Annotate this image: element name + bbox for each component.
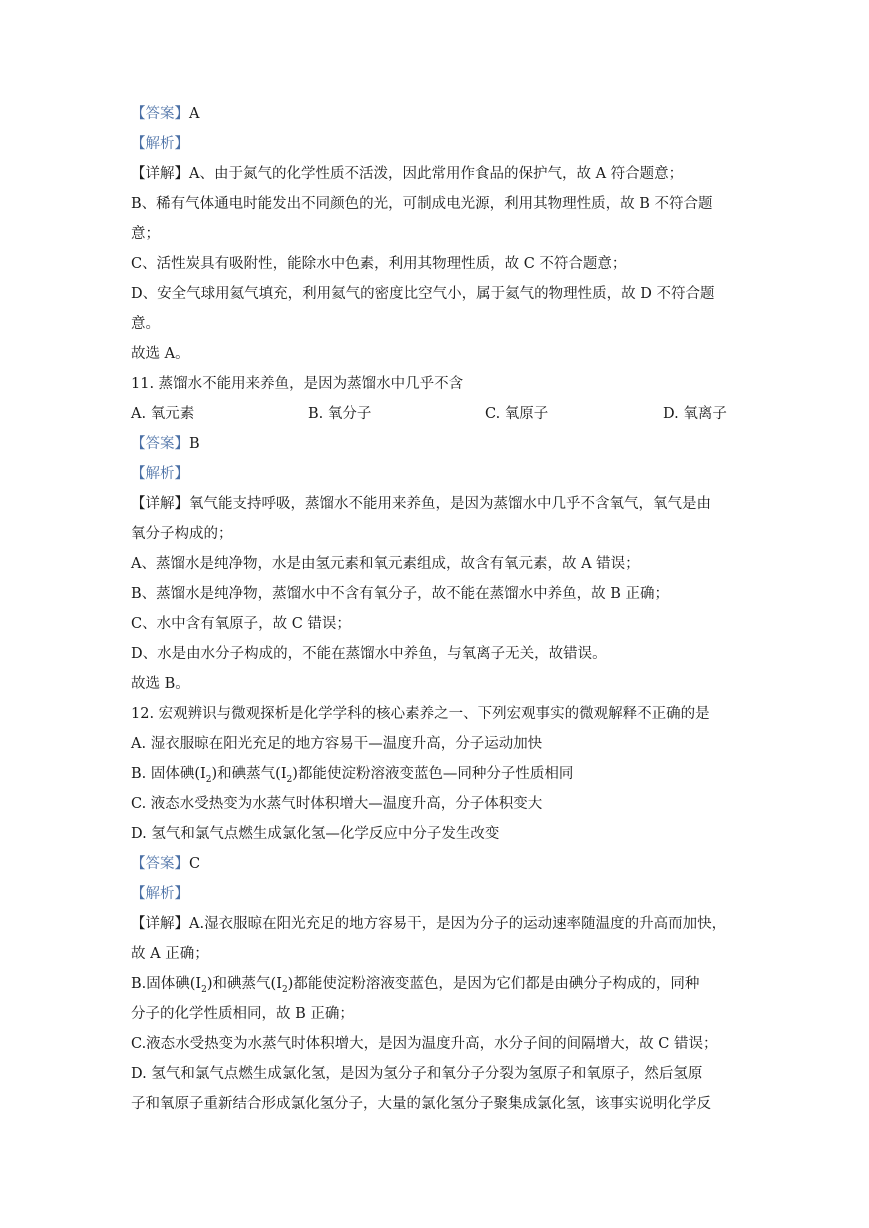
text-part: B.固体碘(I <box>131 976 202 992</box>
q12-option-c: C. 液态水受热变为水蒸气时体积增大—温度升高，分子体积变大 <box>131 796 543 812</box>
q12-option-b <box>131 764 741 790</box>
answer-tag: 【答案】 <box>131 436 189 452</box>
detail-tag: 【详解】 <box>131 166 189 182</box>
analysis-tag: 【解析】 <box>131 136 189 152</box>
q12-analysis-tag <box>131 884 741 904</box>
subscript: 2 <box>281 984 288 995</box>
answer-value: C <box>189 856 201 872</box>
q12-option-a: A. 湿衣服晾在阳光充足的地方容易干—温度升高，分子运动加快 <box>131 736 543 752</box>
q10-answer <box>131 104 741 124</box>
q12-stem: 12. 宏观辨识与微观探析是化学学科的核心素养之一、下列宏观事实的微观解释不正确的是 <box>131 706 710 722</box>
q11-option-a: A. 氧元素 <box>131 406 195 422</box>
q11-option-c: C. 氧原子 <box>485 406 549 422</box>
subscript: 2 <box>286 774 293 785</box>
q11-option-d: D. 氧离子 <box>663 406 727 422</box>
detail-text: 氧气能支持呼吸，蒸馏水不能用来养鱼，是因为蒸馏水中几乎不含氧气，氧气是由 <box>189 496 711 512</box>
text-part: B. 固体碘(I <box>131 766 206 782</box>
answer-tag: 【答案】 <box>131 106 189 122</box>
q11-stem: 11. 蒸馏水不能用来养鱼，是因为蒸馏水中几乎不含 <box>131 376 464 392</box>
detail-text: A.湿衣服晾在阳光充足的地方容易干，是因为分子的运动速率随温度的升高而加快， <box>189 916 727 932</box>
q10-detail-line-1: B、稀有气体通电时能发出不同颜色的光，可制成电光源，利用其物理性质，故 B 不符合题 <box>131 196 713 212</box>
q10-conclusion: 故选 A。 <box>131 346 190 362</box>
text-part: )和碘蒸气(I <box>206 976 282 992</box>
q10-detail-line-3: C、活性炭具有吸附性，能除水中色素，利用其物理性质，故 C 不符合题意； <box>131 256 627 272</box>
q10-detail-line-4: D、安全气球用氦气填充，利用氦气的密度比空气小，属于氦气的物理性质，故 D 不符合题 <box>131 286 715 302</box>
q11-analysis-tag <box>131 464 741 484</box>
q12-detail-a <box>131 914 741 934</box>
text-part: )都能使淀粉溶液变蓝色—同种分子性质相同 <box>292 766 574 782</box>
q11-detail-line-1: 氧分子构成的； <box>131 526 233 542</box>
q12-detail-b2: 分子的化学性质相同，故 B 正确； <box>131 1006 354 1022</box>
q12-detail-a2: 故 A 正确； <box>131 946 209 962</box>
answer-value: A <box>189 106 200 122</box>
q10-detail-line-2: 意； <box>131 226 160 242</box>
q12-option-d: D. 氢气和氯气点燃生成氯化氢—化学反应中分子发生改变 <box>131 826 500 842</box>
q11-detail-line-2: A、蒸馏水是纯净物，水是由氢元素和氧元素组成，故含有氧元素，故 A 错误； <box>131 556 640 572</box>
text-part: )都能使淀粉溶液变蓝色，是因为它们都是由碘分子构成的，同种 <box>287 976 700 992</box>
answer-tag: 【答案】 <box>131 856 189 872</box>
q11-detail-line-5: D、水是由水分子构成的，不能在蒸馏水中养鱼，与氧离子无关，故错误。 <box>131 646 607 662</box>
detail-text: A、由于氮气的化学性质不活泼，因此常用作食品的保护气，故 A 符合题意； <box>189 166 684 182</box>
detail-tag: 【详解】 <box>131 496 189 512</box>
q12-detail-d: D. 氢气和氯气点燃生成氯化氢，是因为氢分子和氧分子分裂为氢原子和氧原子，然后氢原 <box>131 1066 703 1082</box>
q11-conclusion: 故选 B。 <box>131 676 190 692</box>
q11-detail-line-3: B、蒸馏水是纯净物，蒸馏水中不含有氧分子，故不能在蒸馏水中养鱼，故 B 正确； <box>131 586 670 602</box>
q11-detail-line-0 <box>131 494 741 514</box>
q12-answer <box>131 854 741 874</box>
detail-tag: 【详解】 <box>131 916 189 932</box>
answer-value: B <box>189 436 200 452</box>
subscript: 2 <box>201 984 207 995</box>
analysis-tag: 【解析】 <box>131 886 189 902</box>
text-part: )和碘蒸气(I <box>211 766 287 782</box>
q10-detail-line-5: 意。 <box>131 316 160 332</box>
q11-options <box>131 404 741 424</box>
q10-analysis-tag <box>131 134 741 154</box>
q12-detail-c: C.液态水受热变为水蒸气时体积增大，是因为温度升高，水分子间的间隔增大，故 C 错误； <box>131 1036 718 1052</box>
q11-answer <box>131 434 741 454</box>
q11-detail-line-4: C、水中含有氧原子，故 C 错误； <box>131 616 351 632</box>
subscript: 2 <box>205 774 212 785</box>
q10-detail-line-0 <box>131 164 741 184</box>
q12-detail-d2: 子和氧原子重新结合形成氯化氢分子，大量的氯化氢分子聚集成氯化氢，该事实说明化学反 <box>131 1096 711 1112</box>
analysis-tag: 【解析】 <box>131 466 189 482</box>
q11-option-b: B. 氧分子 <box>308 406 372 422</box>
q12-detail-b <box>131 974 741 1000</box>
